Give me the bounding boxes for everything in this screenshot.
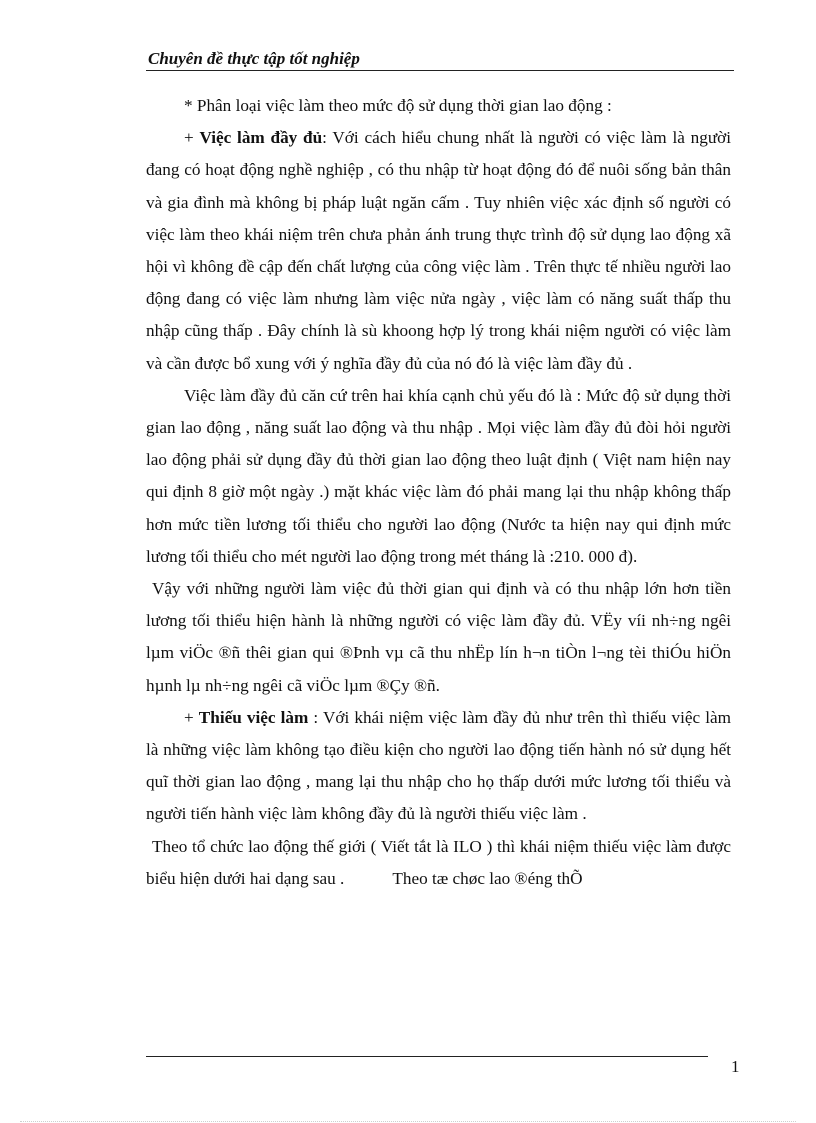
bullet-prefix: + — [184, 707, 199, 727]
document-body — [146, 90, 731, 895]
full-employment-text: : Với cách hiểu chung nhất là người có việc làm là người đang có hoạt động nghề nghiệp , có thu nhập từ hoạt động đó để nuôi sống bản thân và gia đình mà không bị pháp luật ngăn cấm . Tuy nhiên việc xác định số người có việc làm theo khái niệm trên chưa phản ánh trung thực trình độ sử dụng lao động xã hội vì không đề cập đến chất lượng của công việc làm . Trên thực tế nhiều người lao động đang có việc làm nhưng làm việc nửa ngày , việc làm có năng suất thấp thu nhập cũng thấp . Đây chính là sù khoong hợp lý trong khái niệm người có việc làm và cần được bổ xung với ý nghĩa đầy đủ của nó đó là việc làm đầy đủ . — [146, 128, 731, 373]
classification-heading: * Phân loại việc làm theo mức độ sử dụng thời gian lao động : — [184, 96, 612, 115]
ilo-garbled-tail: Theo tæ chøc lao ®éng thÕ — [392, 868, 583, 888]
bullet-prefix: + — [184, 128, 200, 148]
footer-divider — [146, 1056, 708, 1057]
page-number: 1 — [731, 1057, 740, 1076]
page-edge — [20, 1121, 796, 1122]
underemployment-paragraph — [146, 702, 731, 831]
full-employment-criteria-paragraph: Việc làm đầy đủ căn cứ trên hai khía cạnh chủ yếu đó là : Mức độ sử dụng thời gian lao động , năng suất lao động và thu nhập . Mọi việc làm đầy đủ đòi hỏi người lao động phải sử dụng đầy đủ thời gian lao động theo luật định ( Việt nam hiện nay qui định 8 giờ một ngày .) mặt khác việc làm đó phải mang lại thu nhập không thấp hơn mức tiền lương tối thiểu cho người lao động (Nước ta hiện nay qui định mức lương tối thiểu cho mét người lao động trong mét tháng là :210. 000 đ). — [146, 385, 731, 566]
ilo-definition-text: Theo tổ chức lao động thế giới ( Viết tắt là ILO ) thì khái niệm thiếu việc làm được biểu hiện dưới hai dạng sau . — [146, 836, 731, 888]
ilo-definition-paragraph — [146, 831, 731, 895]
document-header-title: Chuyên đề thực tập tốt nghiệp — [148, 49, 360, 68]
full-employment-paragraph — [146, 122, 731, 380]
term-underemployment: Thiếu việc làm — [198, 707, 309, 727]
full-employment-conclusion-paragraph: Vậy với những người làm việc đủ thời gian qui định và có thu nhập lớn hơn tiền lương tối thiểu hiện hành là những người có việc làm đầy đủ. VËy víi nh÷ng ngêi lµm viÖc ®ñ thêi gian qui ®Þnh vµ cã thu nhËp lín h¬n tiÒn l¬ng tèi thiÓu hiÖn hµnh lµ nh÷ng ngêi cã viÖc lµm ®Çy ®ñ. — [146, 579, 731, 695]
term-full-employment: Việc làm đầy đủ — [199, 128, 323, 148]
header-divider — [146, 70, 734, 71]
underemployment-text: : Với khái niệm việc làm đầy đủ như trên thì thiếu việc làm là những việc làm không tạo điều kiện cho người lao động tiến hành nó sử dụng hết quĩ thời gian lao động , mang lại thu nhập cho họ thấp dưới mức lương tối thiểu và người tiến hành việc làm không đầy đủ là người thiếu việc làm . — [146, 707, 731, 824]
